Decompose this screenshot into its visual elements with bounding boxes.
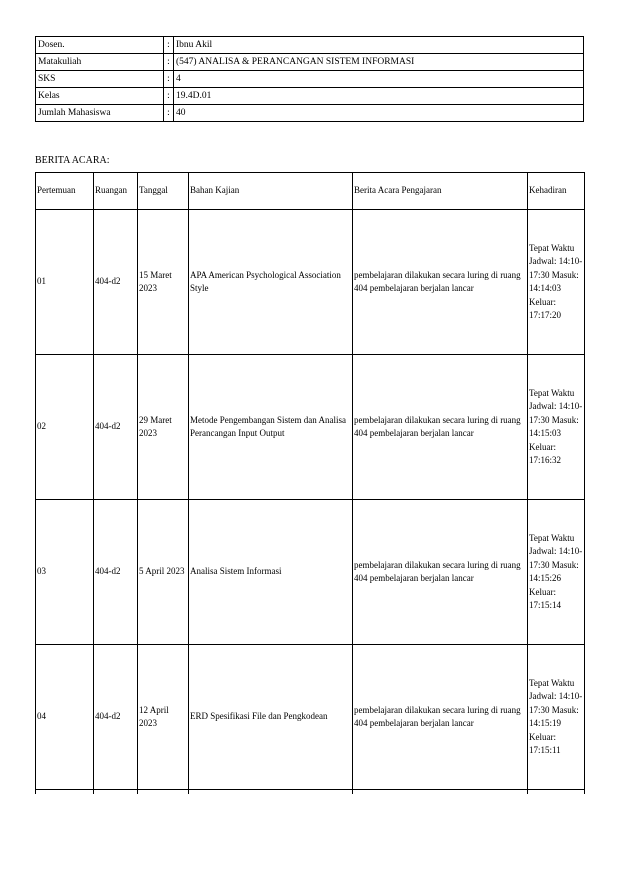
cell-ruangan: 404-d2 [94,645,138,790]
cell-kehadiran: Tepat Waktu Jadwal: 14:10-17:30 Masuk: 14:15:26 Keluar: 17:15:14 [528,500,585,645]
info-row-dosen [36,37,584,54]
cell-ruangan: 404-d2 [94,355,138,500]
table-row-continuation [36,790,585,795]
cell-pertemuan: 01 [36,210,94,355]
cell-kehadiran: Tepat Waktu Jadwal: 14:10-17:30 Masuk: 14:15:19 Keluar: 17:15:11 [528,645,585,790]
info-separator: : [164,88,174,105]
cell-berita-acara: pembelajaran dilakukan secara luring di ruang 404 pembelajaran berjalan lancar [353,210,528,355]
info-row-kelas [36,88,584,105]
empty-cell [528,790,585,795]
header-pertemuan: Pertemuan [36,173,94,210]
info-row-matakuliah [36,54,584,71]
header-row [36,173,585,210]
course-info-table [35,36,584,122]
info-label: Kelas [36,88,164,105]
cell-bahan-kajian: Metode Pengembangan Sistem dan Analisa Perancangan Input Output [189,355,353,500]
empty-cell [353,790,528,795]
info-separator: : [164,105,174,122]
berita-acara-table [35,172,585,794]
header-ruangan: Ruangan [94,173,138,210]
info-value: 19.4D.01 [174,88,584,105]
cell-ruangan: 404-d2 [94,210,138,355]
table-row [36,210,585,355]
cell-tanggal: 29 Maret 2023 [138,355,189,500]
cell-tanggal: 5 April 2023 [138,500,189,645]
empty-cell [138,790,189,795]
info-separator: : [164,54,174,71]
header-berita-acara: Berita Acara Pengajaran [353,173,528,210]
cell-ruangan: 404-d2 [94,500,138,645]
cell-berita-acara: pembelajaran dilakukan secara luring di ruang 404 pembelajaran berjalan lancar [353,355,528,500]
info-value: 40 [174,105,584,122]
table-row [36,355,585,500]
cell-pertemuan: 04 [36,645,94,790]
info-value: 4 [174,71,584,88]
info-row-jumlah-mahasiswa [36,105,584,122]
cell-bahan-kajian: Analisa Sistem Informasi [189,500,353,645]
cell-pertemuan: 02 [36,355,94,500]
section-title: BERITA ACARA: [35,155,110,166]
empty-cell [189,790,353,795]
info-separator: : [164,71,174,88]
cell-tanggal: 15 Maret 2023 [138,210,189,355]
info-label: Matakuliah [36,54,164,71]
info-separator: : [164,37,174,54]
info-label: Dosen. [36,37,164,54]
info-label: SKS [36,71,164,88]
cell-tanggal: 12 April 2023 [138,645,189,790]
cell-bahan-kajian: ERD Spesifikasi File dan Pengkodean [189,645,353,790]
cell-pertemuan: 03 [36,500,94,645]
empty-cell [94,790,138,795]
cell-kehadiran: Tepat Waktu Jadwal: 14:10-17:30 Masuk: 14:14:03 Keluar: 17:17:20 [528,210,585,355]
header-bahan-kajian: Bahan Kajian [189,173,353,210]
cell-bahan-kajian: APA American Psychological Association Style [189,210,353,355]
info-row-sks [36,71,584,88]
info-label: Jumlah Mahasiswa [36,105,164,122]
table-row [36,645,585,790]
empty-cell [36,790,94,795]
info-value: Ibnu Akil [174,37,584,54]
header-kehadiran: Kehadiran [528,173,585,210]
cell-berita-acara: pembelajaran dilakukan secara luring di ruang 404 pembelajaran berjalan lancar [353,500,528,645]
table-row [36,500,585,645]
cell-kehadiran: Tepat Waktu Jadwal: 14:10-17:30 Masuk: 14:15:03 Keluar: 17:16:32 [528,355,585,500]
info-value: (547) ANALISA & PERANCANGAN SISTEM INFORMASI [174,54,584,71]
header-tanggal: Tanggal [138,173,189,210]
cell-berita-acara: pembelajaran dilakukan secara luring di ruang 404 pembelajaran berjalan lancar [353,645,528,790]
